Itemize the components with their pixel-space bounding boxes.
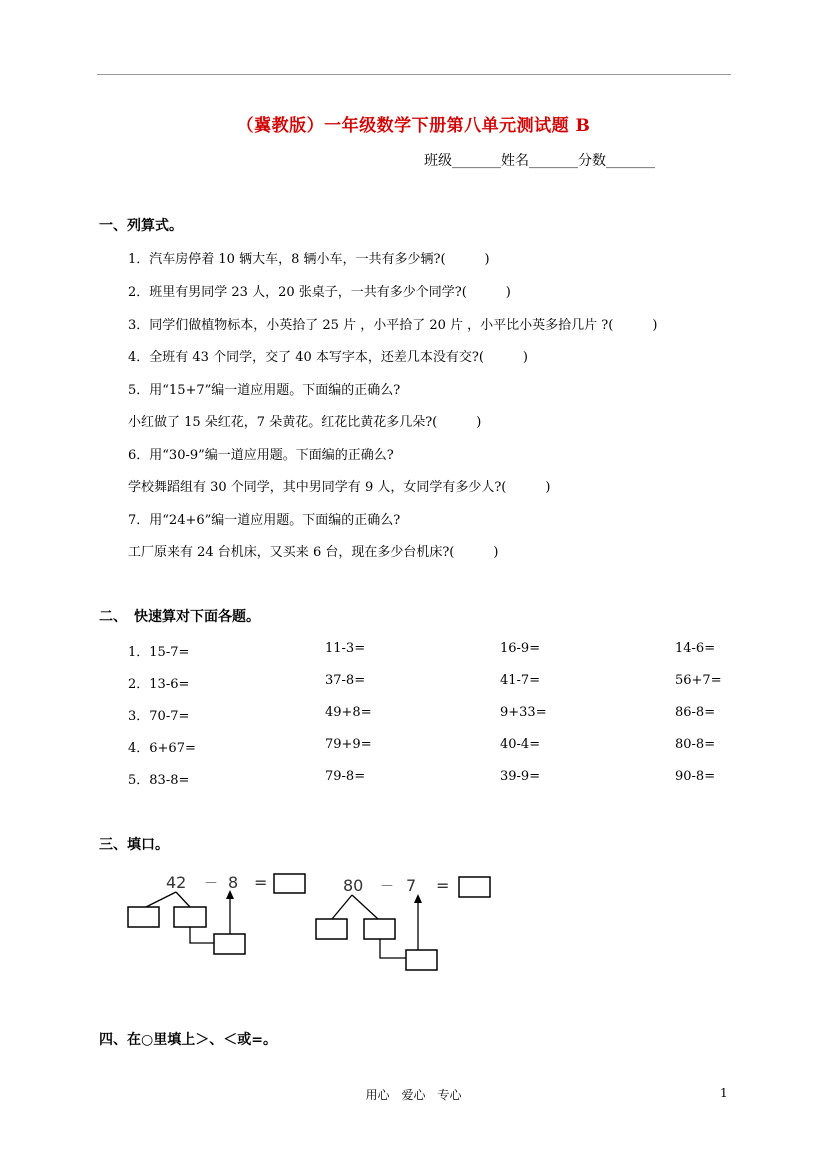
calc-item: 80-8= [675,737,716,752]
calc-item: 11-3= [325,641,366,656]
diagram-1-subtrahend: 8 [228,873,239,892]
calc-item: 3．70-7= [128,709,190,724]
diagram-2-operator: － [380,879,394,895]
section1-item-3: 3．同学们做植物标本，小英拾了 25 片 ，小平拾了 20 片 ，小平比小英多拾几片 ?( ) [128,318,658,333]
diagram-2-minuend: 80 [343,876,364,895]
page-number: 1 [720,1086,728,1100]
calc-item: 90-8= [675,769,716,784]
diagram-1-answer-box[interactable] [274,874,305,893]
section1-item-4: 4．全班有 43 个同学，交了 40 本写字本，还差几本没有交?( ) [128,350,528,365]
diagram-2-split-box-right[interactable] [364,919,395,939]
calc-item: 86-8= [675,705,716,720]
diagram-1-equals: = [254,873,268,892]
diagram-2-subtrahend: 7 [406,876,417,895]
section1-item-7-text: 工厂原来有 24 台机床，又买来 6 台，现在多少台机床?( ) [128,545,499,560]
calc-item: 49+8= [325,705,372,720]
calc-item: 37-8= [325,673,366,688]
diagram-1-result-box[interactable] [214,934,245,954]
class-name-score-line: 班级_______姓名_______分数_______ [424,153,655,169]
decomposition-diagrams [120,866,500,978]
diagram-2-up-arrow-icon [414,894,422,903]
section1-item-1: 1．汽车房停着 10 辆大车，8 辆小车，一共有多少辆?( ) [128,252,490,267]
calc-item: 41-7= [500,673,541,688]
diagram-2-equals: = [436,876,450,895]
section1-item-5-text: 小红做了 15 朵红花，7 朵黄花。红花比黄花多几朵?( ) [128,415,482,430]
calc-item: 1．15-7= [128,645,190,660]
diagram-1-split-box-right[interactable] [174,907,206,927]
diagram-1-operator: － [204,876,218,892]
calc-item: 79+9= [325,737,372,752]
calc-item: 5．83-8= [128,773,190,788]
section3-heading: 三、填口。 [99,837,169,853]
calc-item: 79-8= [325,769,366,784]
section1-item-7: 7．用“24+6”编一道应用题。下面编的正确么? [128,513,401,528]
diagram-2 [316,876,490,970]
calc-item: 9+33= [500,705,547,720]
section1-item-5: 5．用“15+7”编一道应用题。下面编的正确么? [128,383,401,398]
calc-item: 2．13-6= [128,677,190,692]
diagram-2-split-box-left[interactable] [316,919,347,939]
section1-item-6: 6．用“30-9”编一道应用题。下面编的正确么? [128,448,394,463]
diagram-2-answer-box[interactable] [459,877,490,897]
calc-item: 39-9= [500,769,541,784]
section1-item-2: 2．班里有男同学 23 人，20 张桌子，一共有多少个同学?( ) [128,285,511,300]
calc-item: 14-6= [675,641,716,656]
section1-heading: 一、列算式。 [99,218,183,234]
calc-item: 16-9= [500,641,541,656]
section4-heading: 四、在○里填上＞、＜或=。 [99,1032,277,1048]
section2-heading: 二、 快速算对下面各题。 [99,609,260,625]
document-title: （冀教版）一年级数学下册第八单元测试题 B [236,116,591,136]
calc-item: 4．6+67= [128,741,196,756]
diagram-1-split-box-left[interactable] [128,907,159,927]
section1-item-6-text: 学校舞蹈组有 30 个同学，其中男同学有 9 人，女同学有多少人?( ) [128,480,551,495]
header-rule [97,74,731,75]
calc-item: 56+7= [675,673,722,688]
calc-item: 40-4= [500,737,541,752]
diagram-1 [128,873,305,954]
diagram-2-result-box[interactable] [406,950,437,970]
page-footer: 用心 爱心 专心 [365,1088,462,1102]
diagram-1-minuend: 42 [166,873,187,892]
